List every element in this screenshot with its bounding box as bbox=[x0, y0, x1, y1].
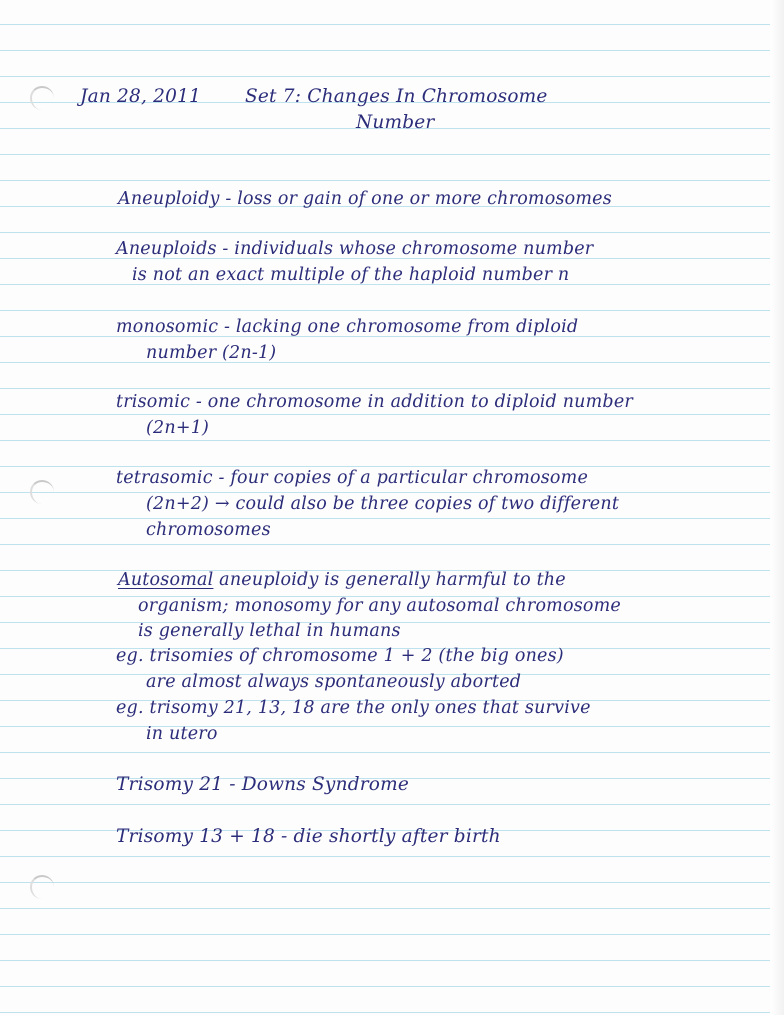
autosomal-paragraph-line2: organism; monosomy for any autosomal chromosome bbox=[138, 596, 621, 616]
page-edge bbox=[770, 0, 784, 1015]
example1-line1: eg. trisomies of chromosome 1 + 2 (the big ones) bbox=[116, 646, 564, 666]
tetrasomic-definition-line3: chromosomes bbox=[146, 520, 271, 540]
autosomal-underlined-word: Autosomal bbox=[118, 570, 214, 590]
aneuploids-definition-line2: is not an exact multiple of the haploid number n bbox=[132, 265, 570, 285]
binder-hole-top bbox=[30, 86, 54, 110]
trisomic-definition-line1: trisomic - one chromosome in addition to diploid number bbox=[116, 392, 633, 412]
aneuploids-definition-line1: Aneuploids - individuals whose chromosome number bbox=[116, 239, 594, 259]
example1-line2: are almost always spontaneously aborted bbox=[146, 672, 522, 692]
trisomy-21-note: Trisomy 21 - Downs Syndrome bbox=[116, 774, 410, 795]
trisomic-definition-line2: (2n+1) bbox=[146, 418, 210, 438]
autosomal-paragraph-line1 bbox=[118, 567, 566, 593]
tetrasomic-definition-line1: tetrasomic - four copies of a particular chromosome bbox=[116, 468, 589, 488]
autosomal-paragraph-line3: is generally lethal in humans bbox=[138, 621, 401, 641]
aneuploidy-definition: Aneuploidy - loss or gain of one or more chromosomes bbox=[118, 189, 612, 209]
autosomal-line1-rest: aneuploidy is generally harmful to the bbox=[213, 570, 566, 590]
monosomic-definition-line2: number (2n-1) bbox=[146, 343, 277, 363]
example2-line1: eg. trisomy 21, 13, 18 are the only ones that survive bbox=[116, 698, 591, 718]
trisomy-13-18-note: Trisomy 13 + 18 - die shortly after birth bbox=[116, 826, 501, 847]
note-title-continued: Number bbox=[356, 112, 435, 133]
binder-hole-middle bbox=[30, 480, 54, 504]
note-title: Set 7: Changes In Chromosome bbox=[245, 86, 548, 107]
binder-hole-bottom bbox=[30, 875, 54, 899]
monosomic-definition-line1: monosomic - lacking one chromosome from diploid bbox=[116, 317, 579, 337]
note-date: Jan 28, 2011 bbox=[80, 86, 202, 107]
example2-line2: in utero bbox=[146, 724, 218, 744]
tetrasomic-definition-line2: (2n+2) → could also be three copies of two different bbox=[146, 494, 620, 514]
